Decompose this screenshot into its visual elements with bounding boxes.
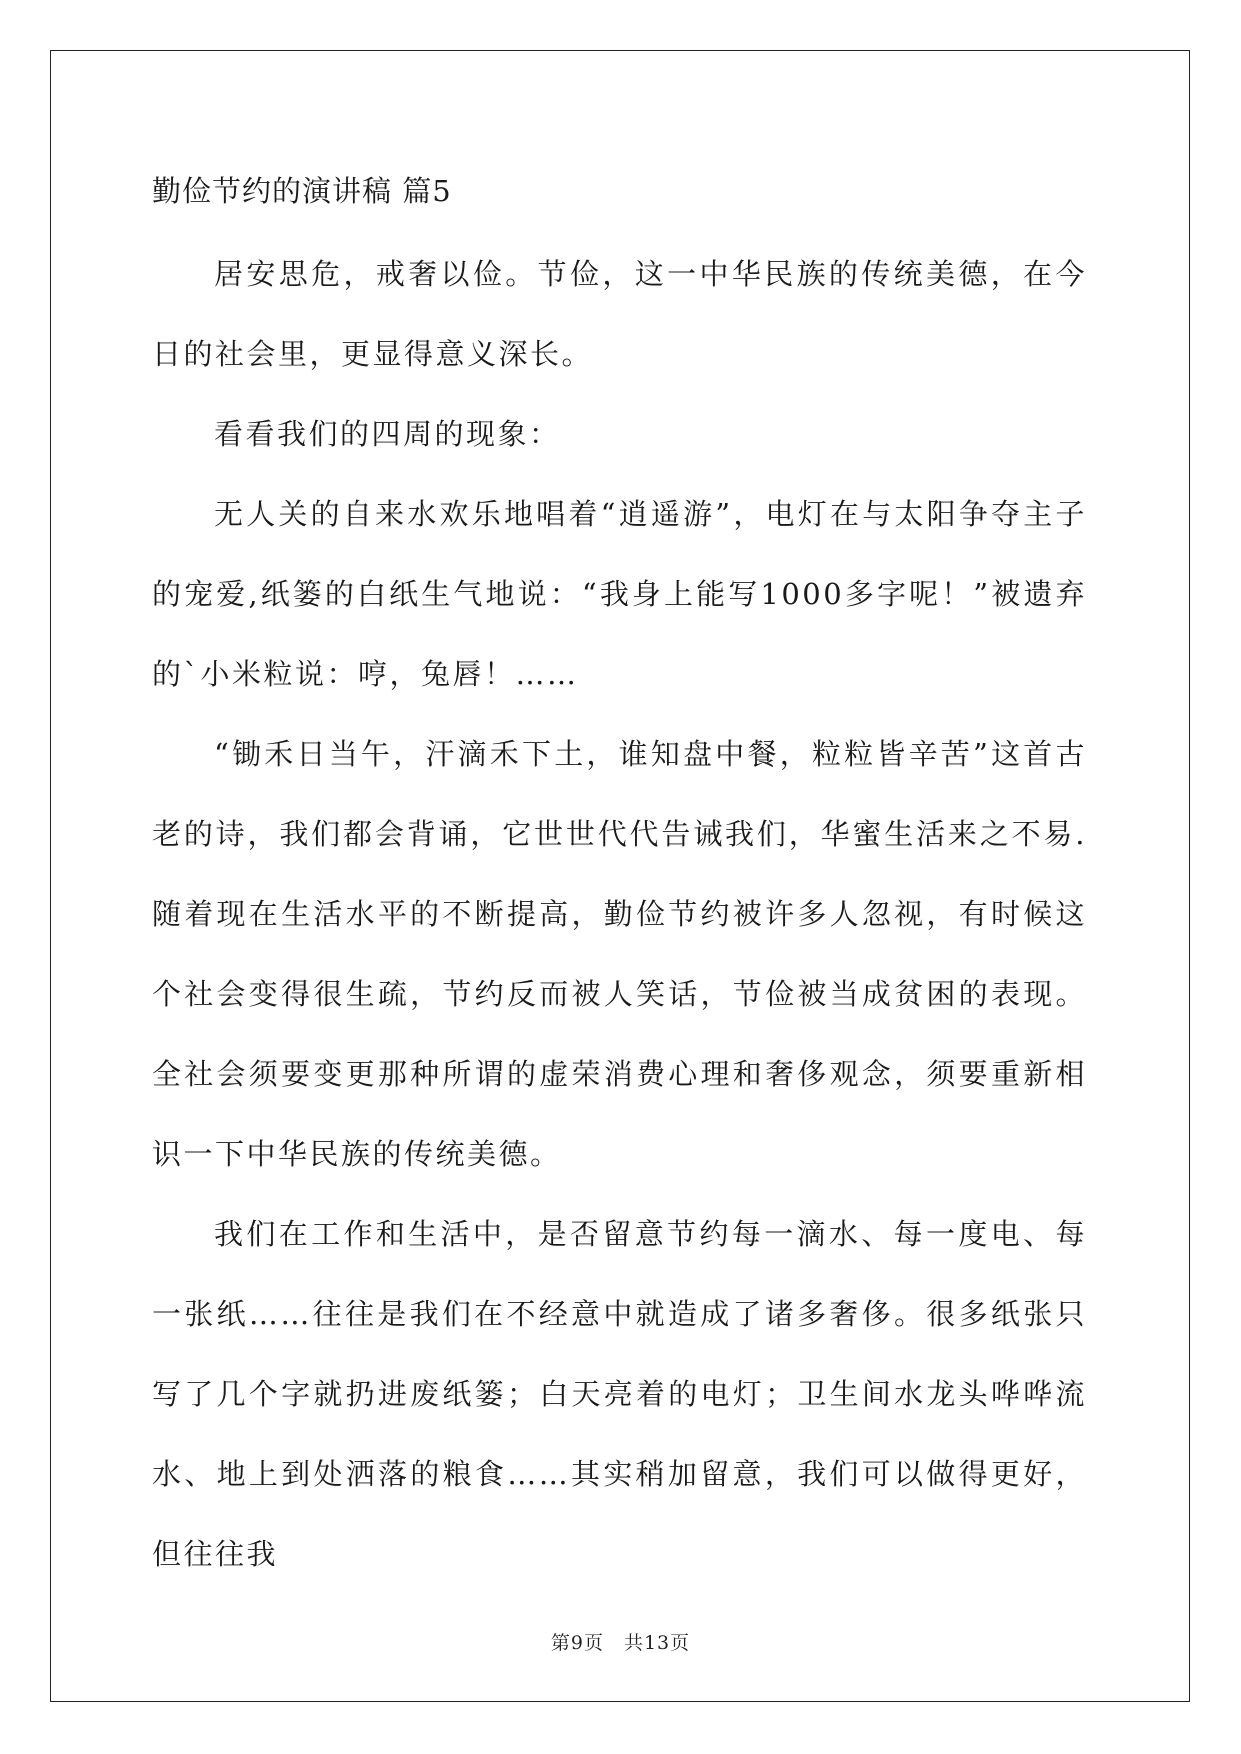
document-body bbox=[152, 165, 1087, 1594]
paragraph: 无人关的自来水欢乐地唱着“逍遥游”，电灯在与太阳争夺主子的宠爱,纸篓的白纸生气地说：“我身上能写1000多字呢！”被遗弃的`小米粒说：哼，兔唇！…… bbox=[152, 497, 1087, 691]
paragraph: 看看我们的四周的现象： bbox=[214, 417, 561, 451]
paragraph: 我们在工作和生活中，是否留意节约每一滴水、每一度电、每一张纸……往往是我们在不经意中就造成了诸多奢侈。很多纸张只写了几个字就扔进废纸篓；白天亮着的电灯；卫生间水龙头哗哗流水、地上到处洒落的粮食……其实稍加留意，我们可以做得更好，但往往我 bbox=[152, 1217, 1087, 1571]
paragraph: 居安思危，戒奢以俭。节俭，这一中华民族的传统美德，在今日的社会里，更显得意义深长。 bbox=[152, 257, 1087, 371]
paragraph: “锄禾日当午，汗滴禾下土，谁知盘中餐，粒粒皆辛苦”这首古老的诗，我们都会背诵，它世世代代告诫我们，华蜜生活来之不易.随着现在生活水平的不断提高，勤俭节约被许多人忽视，有时候这个社会变得很生疏，节约反而被人笑话，节俭被当成贫困的表现。全社会须要变更那种所谓的虚荣消费心理和奢侈观念，须要重新相识一下中华民族的传统美德。 bbox=[152, 737, 1087, 1171]
page-number-footer: 第9页 共13页 bbox=[550, 1632, 691, 1654]
document-title: 勤俭节约的演讲稿 篇5 bbox=[152, 174, 452, 208]
